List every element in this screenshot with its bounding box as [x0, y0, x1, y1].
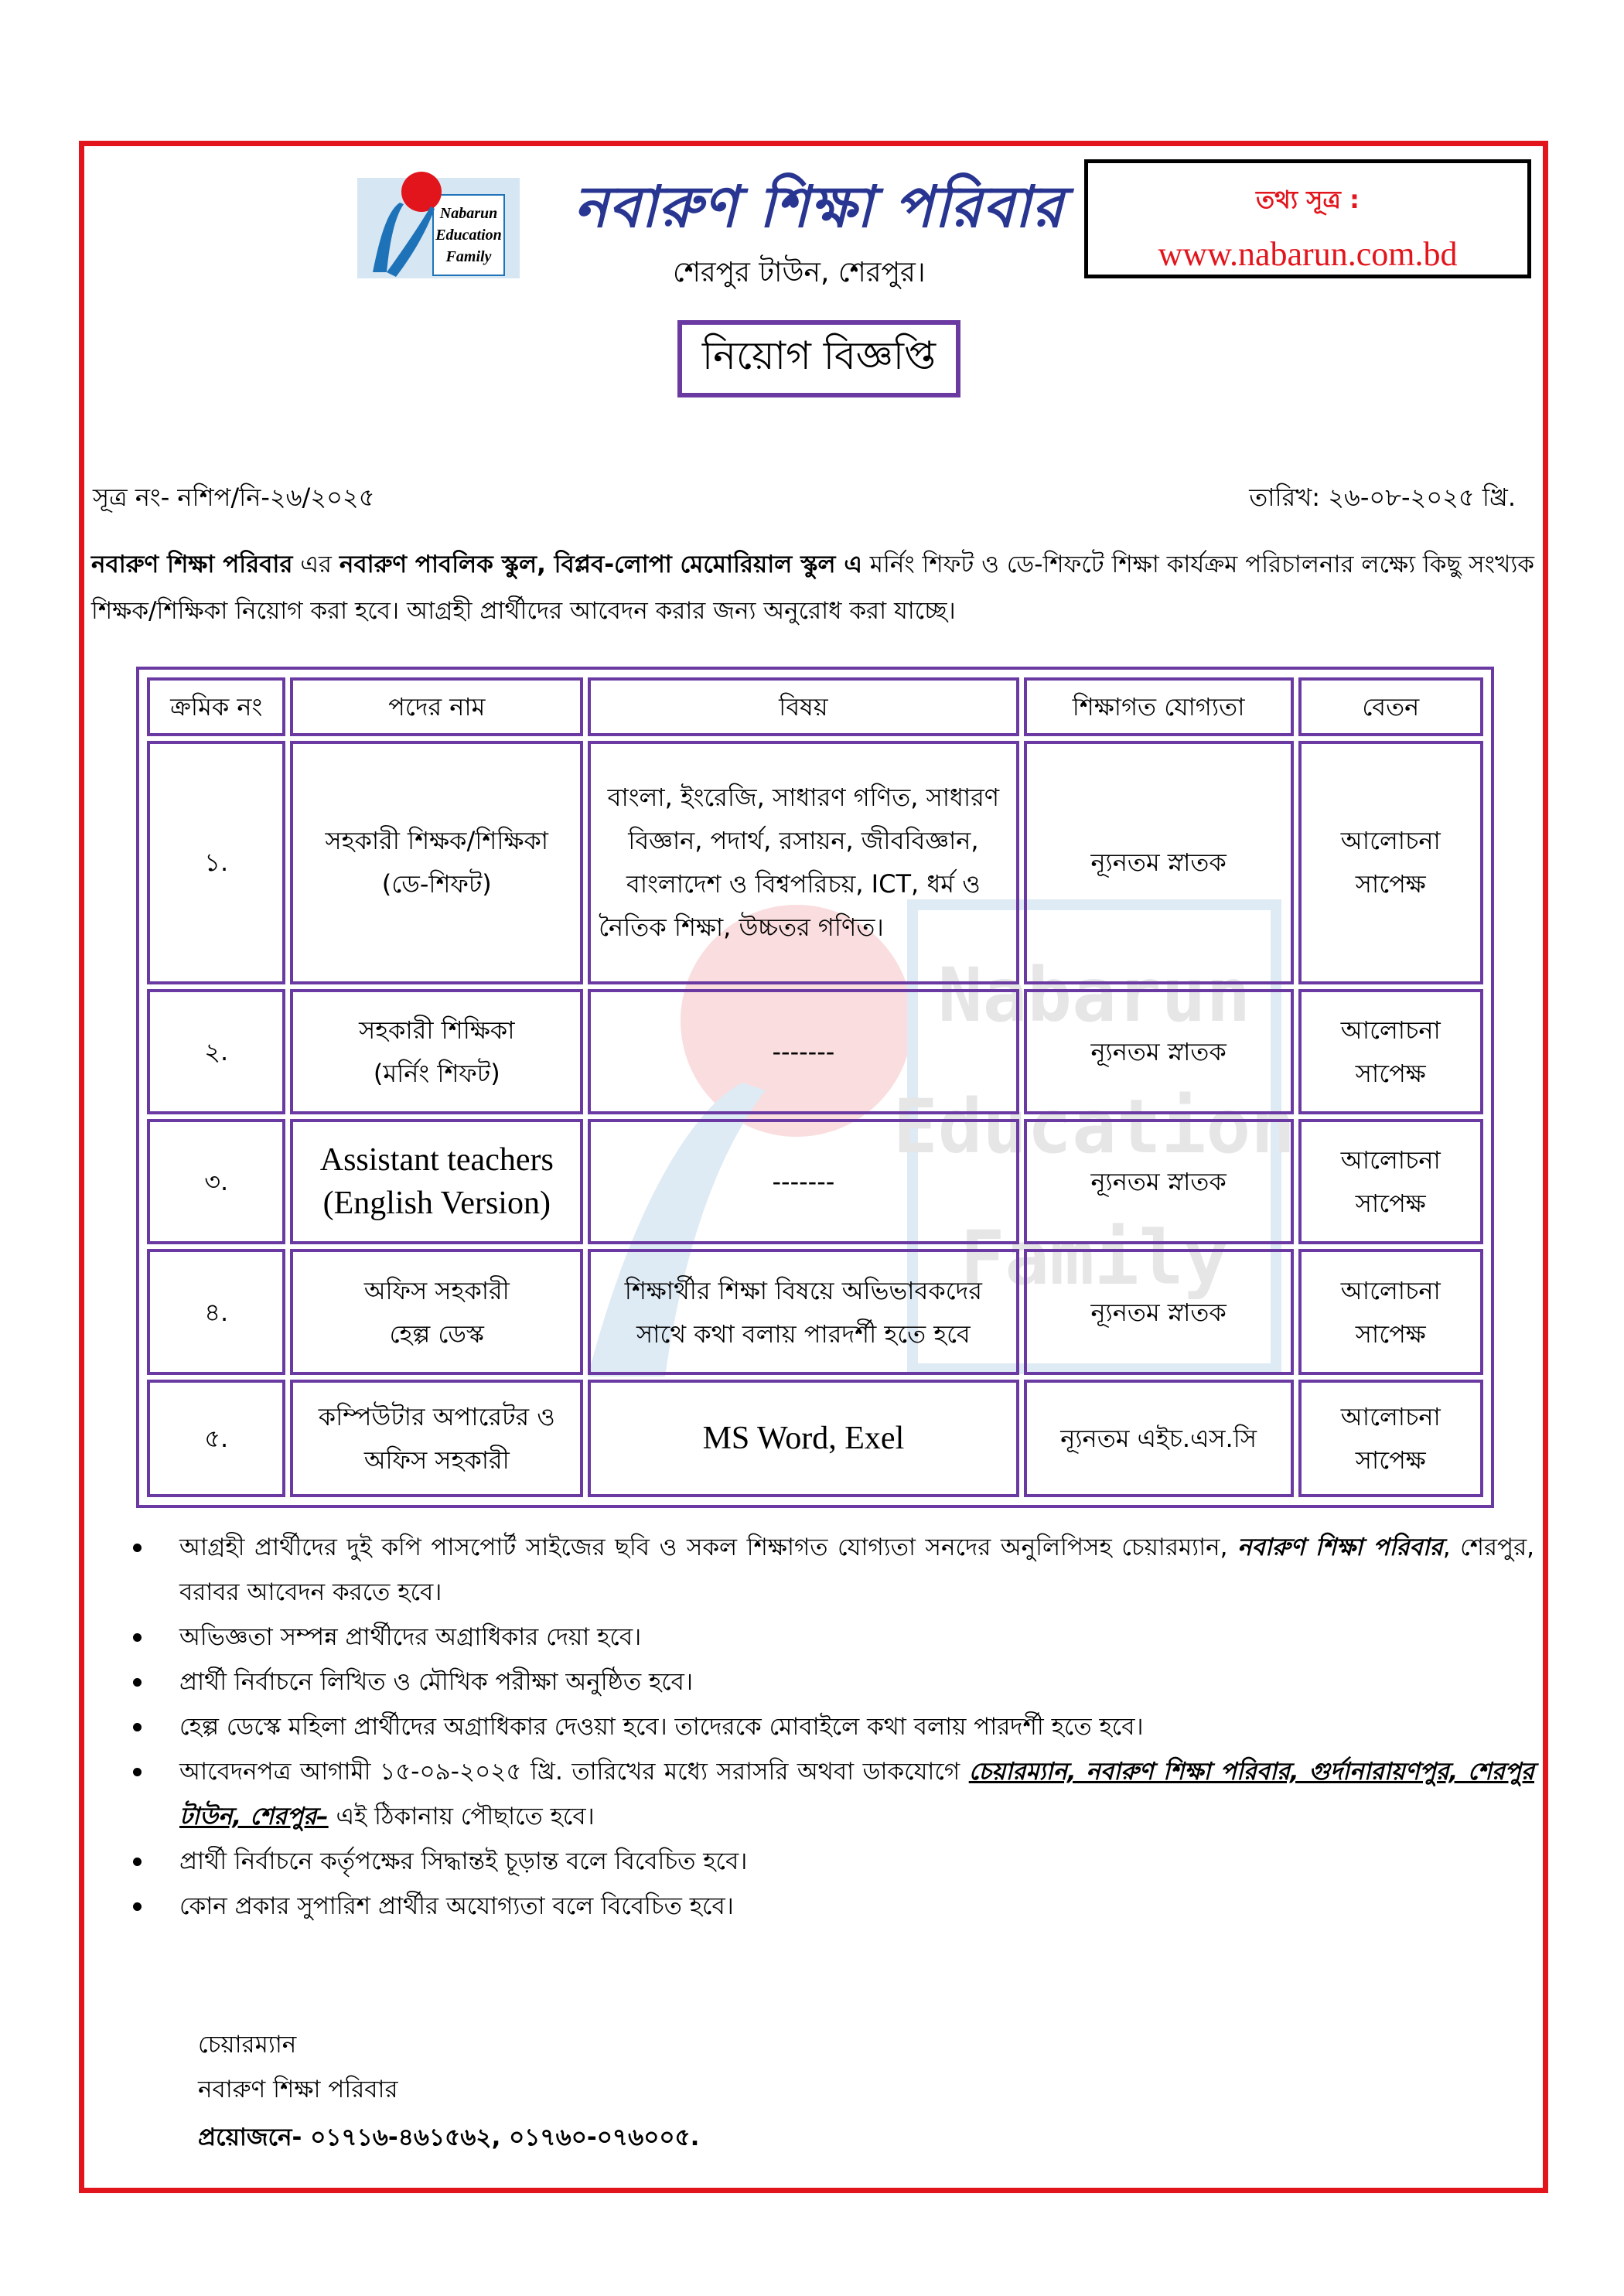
post-line-1: সহকারী শিক্ষক/শিক্ষিকা — [325, 826, 549, 856]
b3-text: প্রার্থী নির্বাচনে লিখিত ও মৌখিক পরীক্ষা অনুষ্ঠিত হবে। — [179, 1668, 694, 1696]
cell-salary — [1298, 741, 1483, 984]
vacancy-table-frame — [136, 667, 1494, 1508]
table-row — [147, 989, 1483, 1114]
header-qualification: শিক্ষাগত যোগ্যতা — [1024, 677, 1294, 736]
notice-title-box — [677, 320, 960, 397]
cell-subject: ------- — [588, 989, 1019, 1114]
post-line-1: কম্পিউটার অপারেটর ও — [318, 1401, 555, 1431]
cell-subject: MS Word, Exel — [588, 1380, 1019, 1497]
b4-text: হেল্প ডেস্কে মহিলা প্রার্থীদের অগ্রাধিকার দেওয়া হবে। তাদেরকে মোবাইলে কথা বলায় পারদর্শী হতে হবে। — [179, 1713, 1144, 1741]
bullet-icon — [133, 1544, 142, 1552]
watermark-word-1: Nabarun — [937, 952, 1251, 1039]
table-header-row — [147, 677, 1483, 736]
list-item — [179, 1615, 1534, 1660]
logo-red-dot — [401, 172, 442, 212]
cell-qualification: ন্যূনতম স্নাতক — [1024, 1249, 1294, 1374]
intro-text-2: মর্নিং শিফট ও ডে-শিফটে শিক্ষা কার্যক্রম পরিচালনার লক্ষ্যে কিছু সংখ্যক শিক্ষক/শিক্ষিকা নিয়োগ করা হবে। আগ্রহী প্রার্থীদের আবেদন করার জন্য অনুরোধ করা যাচ্ছে। — [91, 551, 1534, 625]
list-item — [179, 1839, 1534, 1884]
list-item — [179, 1704, 1534, 1749]
source-url-link[interactable]: www.nabarun.com.bd — [1158, 235, 1458, 273]
cell-serial: ৫. — [147, 1380, 285, 1497]
bullet-icon — [133, 1902, 142, 1911]
post-line-2: (English Version) — [322, 1186, 551, 1222]
cell-salary — [1298, 1119, 1483, 1244]
cell-post — [290, 1119, 583, 1244]
cell-post — [290, 741, 583, 984]
salary-line-2: সাপেক্ষ — [1355, 1189, 1426, 1219]
b5-post: এই ঠিকানায় পৌছাতে হবে। — [328, 1803, 595, 1830]
b1-post: , শেরপুর, বরাবর আবেদন করতে হবে। — [179, 1534, 1534, 1606]
list-item — [179, 1884, 1534, 1929]
vacancy-table — [142, 673, 1488, 1502]
cell-subject: ------- — [588, 1119, 1019, 1244]
watermark-word-3: Family — [960, 1215, 1229, 1302]
cell-post — [290, 1249, 583, 1374]
contact-numbers: প্রয়োজনে- ০১৭১৬-৪৬১৫৬২, ০১৭৬০-০৭৬০০৫. — [198, 2124, 700, 2151]
cell-qualification: ন্যূনতম স্নাতক — [1024, 1119, 1294, 1244]
cell-serial: ৩. — [147, 1119, 285, 1244]
bullet-icon — [133, 1678, 142, 1687]
salary-line-2: সাপেক্ষ — [1355, 1445, 1426, 1475]
table-row — [147, 1380, 1483, 1497]
bullet-icon — [133, 1768, 142, 1776]
post-line-1: অফিস সহকারী — [363, 1275, 510, 1305]
source-label: তথ্য সূত্র : — [1256, 185, 1360, 214]
cell-qualification: ন্যূনতম এইচ.এস.সি — [1024, 1380, 1294, 1497]
salary-line-1: আলোচনা — [1340, 1145, 1441, 1175]
cell-serial: ১. — [147, 741, 285, 984]
salary-line-2: সাপেক্ষ — [1355, 1319, 1426, 1349]
header-subject: বিষয় — [588, 677, 1019, 736]
list-item — [179, 1749, 1534, 1839]
table-row — [147, 1119, 1483, 1244]
cell-serial: ৪. — [147, 1249, 285, 1374]
post-line-1: Assistant teachers — [319, 1142, 554, 1179]
intro-org-name: নবারুণ শিক্ষা পরিবার — [91, 551, 293, 578]
bullet-icon — [133, 1858, 142, 1866]
salary-line-1: আলোচনা — [1340, 1015, 1441, 1045]
signatory-title: চেয়ারম্যান — [198, 2031, 297, 2059]
b1-pre: আগ্রহী প্রার্থীদের দুই কপি পাসপোর্ট সাইজের ছবি ও সকল শিক্ষাগত যোগ্যতা সনদের অনুলিপিসহ চেয়ারম্যান, — [179, 1534, 1237, 1561]
header-serial: ক্রমিক নং — [147, 677, 285, 736]
notice-title: নিয়োগ বিজ্ঞপ্তি — [701, 333, 937, 378]
bullet-icon — [133, 1633, 142, 1642]
list-item — [179, 1660, 1534, 1704]
logo-word-1: Nabarun — [439, 205, 498, 222]
b5-address: চেয়ারম্যান, নবারুণ শিক্ষা পরিবার, গুর্দানারায়ণপুর, শেরপুর টাউন, শেরপুর– — [179, 1758, 1534, 1830]
logo-word-3: Family — [445, 248, 492, 265]
table-row — [147, 741, 1483, 984]
instructions-list — [179, 1525, 1534, 1929]
bullet-icon — [133, 1723, 142, 1731]
salary-line-2: সাপেক্ষ — [1355, 869, 1426, 899]
watermark-word-2: Education — [892, 1083, 1296, 1170]
cell-qualification: ন্যূনতম স্নাতক — [1024, 741, 1294, 984]
signatory-org: নবারুণ শিক্ষা পরিবার — [198, 2076, 398, 2103]
table-row — [147, 1249, 1483, 1374]
post-line-1: সহকারী শিক্ষিকা — [359, 1015, 515, 1045]
cell-post — [290, 1380, 583, 1497]
intro-paragraph — [91, 541, 1534, 634]
cell-post — [290, 989, 583, 1114]
org-address: শেরপুর টাউন, শেরপুর। — [673, 257, 926, 288]
cell-salary — [1298, 1380, 1483, 1497]
post-line-2: (ডে-শিফট) — [381, 869, 492, 899]
cell-subject: শিক্ষার্থীর শিক্ষা বিষয়ে অভিভাবকদের সাথে কথা বলায় পারদর্শী হতে হবে — [588, 1249, 1019, 1374]
notice-date: তারিখ: ২৬-০৮-২০২৫ খ্রি. — [1249, 483, 1516, 512]
b5-pre: আবেদনপত্র আগামী ১৫-০৯-২০২৫ খ্রি. তারিখের মধ্যে সরাসরি অথবা ডাকযোগে — [179, 1758, 969, 1786]
cell-qualification: ন্যূনতম স্নাতক — [1024, 989, 1294, 1114]
nabarun-logo — [357, 164, 551, 280]
intro-school-names: নবারুণ পাবলিক স্কুল, বিপ্লব-লোপা মেমোরিয়াল স্কুল এ — [339, 551, 862, 578]
header-salary: বেতন — [1298, 677, 1483, 736]
post-line-2: (মর্নিং শিফট) — [373, 1058, 500, 1088]
salary-line-1: আলোচনা — [1340, 1401, 1441, 1431]
salary-line-2: সাপেক্ষ — [1355, 1058, 1426, 1088]
cell-salary — [1298, 989, 1483, 1114]
list-item — [179, 1525, 1534, 1615]
b1-em: নবারুণ শিক্ষা পরিবার — [1237, 1534, 1443, 1561]
cell-salary — [1298, 1249, 1483, 1374]
reference-number: সূত্র নং- নশিপ/নি-২৬/২০২৫ — [93, 483, 375, 512]
logo-word-2: Education — [435, 227, 502, 244]
source-info-box — [1084, 159, 1531, 278]
salary-line-1: আলোচনা — [1340, 826, 1441, 856]
intro-text-1: এর — [292, 551, 339, 578]
post-line-2: হেল্প ডেস্ক — [389, 1319, 484, 1349]
b6-text: প্রার্থী নির্বাচনে কর্তৃপক্ষের সিদ্ধান্তই চূড়ান্ত বলে বিবেচিত হবে। — [179, 1847, 748, 1875]
org-title: নবারুণ শিক্ষা পরিবার — [574, 174, 1064, 241]
cell-serial: ২. — [147, 989, 285, 1114]
salary-line-1: আলোচনা — [1340, 1275, 1441, 1305]
post-line-2: অফিস সহকারী — [363, 1445, 510, 1475]
b7-text: কোন প্রকার সুপারিশ প্রার্থীর অযোগ্যতা বলে বিবেচিত হবে। — [179, 1892, 734, 1920]
b2-text: অভিজ্ঞতা সম্পন্ন প্রার্থীদের অগ্রাধিকার দেয়া হবে। — [179, 1623, 642, 1651]
cell-subject: বাংলা, ইংরেজি, সাধারণ গণিত, সাধারণ বিজ্ঞান, পদার্থ, রসায়ন, জীববিজ্ঞান, বাংলাদেশ ও বিশ্বপরিচয়, ICT, ধর্ম ও নৈতিক শিক্ষা, উচ্চতর গণিত। — [588, 741, 1019, 984]
header-post: পদের নাম — [290, 677, 583, 736]
